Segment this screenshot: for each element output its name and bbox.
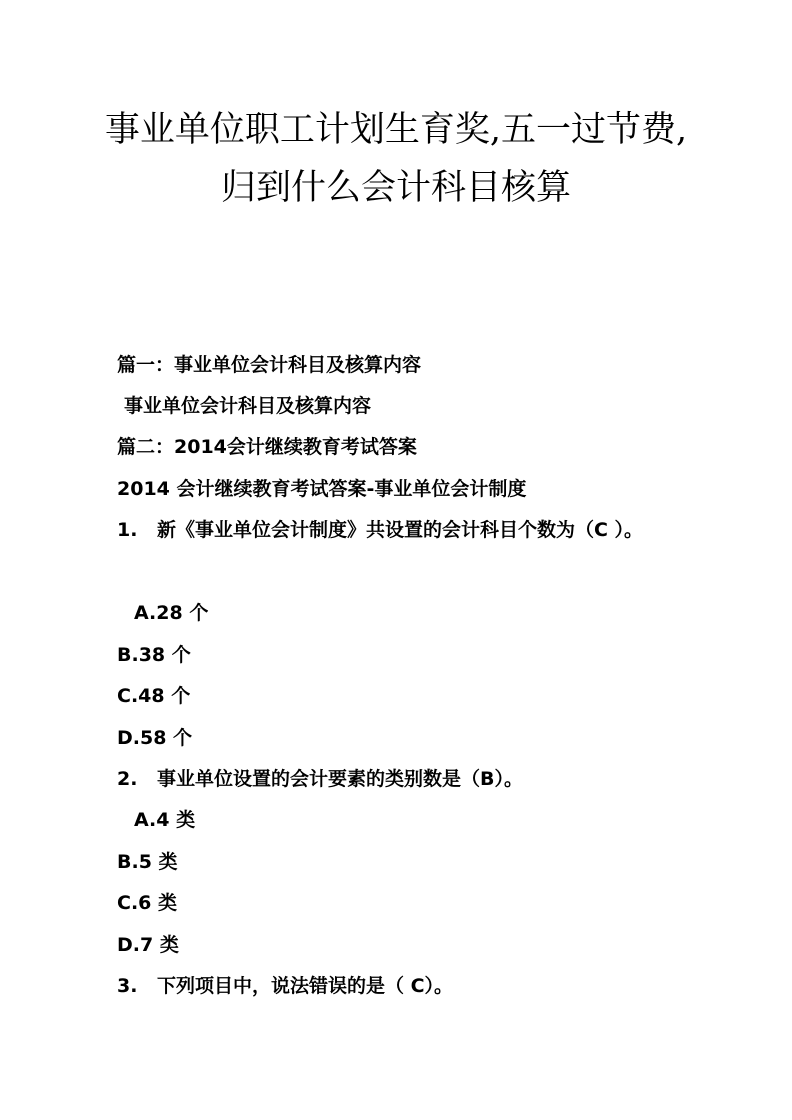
question-2	[117, 766, 523, 792]
question-1-option-c: C.48 个	[117, 685, 191, 707]
question-number: 3.	[117, 975, 138, 997]
question-text: 新《事业单位会计制度》共设置的会计科目个数为（C ）。	[157, 519, 644, 541]
question-2-option-d: D.7 类	[117, 934, 179, 956]
question-2-option-c: C.6 类	[117, 892, 177, 914]
question-3	[117, 973, 453, 999]
question-1	[117, 517, 643, 543]
question-2-option-a: A.4 类	[134, 809, 196, 831]
document-title-line-1: 事业单位职工计划生育奖,五一过节费,	[104, 110, 688, 150]
section-2-heading: 篇二：2014会计继续教育考试答案	[117, 436, 417, 458]
question-2-option-b: B.5 类	[117, 851, 178, 873]
section-2-subheading: 2014 会计继续教育考试答案-事业单位会计制度	[117, 478, 527, 500]
question-number: 1.	[117, 519, 138, 541]
question-text: 下列项目中，说法错误的是（ C）。	[157, 975, 454, 997]
question-1-option-b: B.38 个	[117, 644, 191, 666]
question-text: 事业单位设置的会计要素的类别数是（B）。	[157, 768, 523, 790]
question-number: 2.	[117, 768, 138, 790]
section-1-heading: 篇一：事业单位会计科目及核算内容	[117, 354, 422, 376]
section-1-subheading: 事业单位会计科目及核算内容	[124, 395, 372, 417]
document-title-line-2: 归到什么会计科目核算	[220, 168, 571, 208]
question-1-option-a: A.28 个	[134, 602, 209, 624]
question-1-option-d: D.58 个	[117, 727, 193, 749]
